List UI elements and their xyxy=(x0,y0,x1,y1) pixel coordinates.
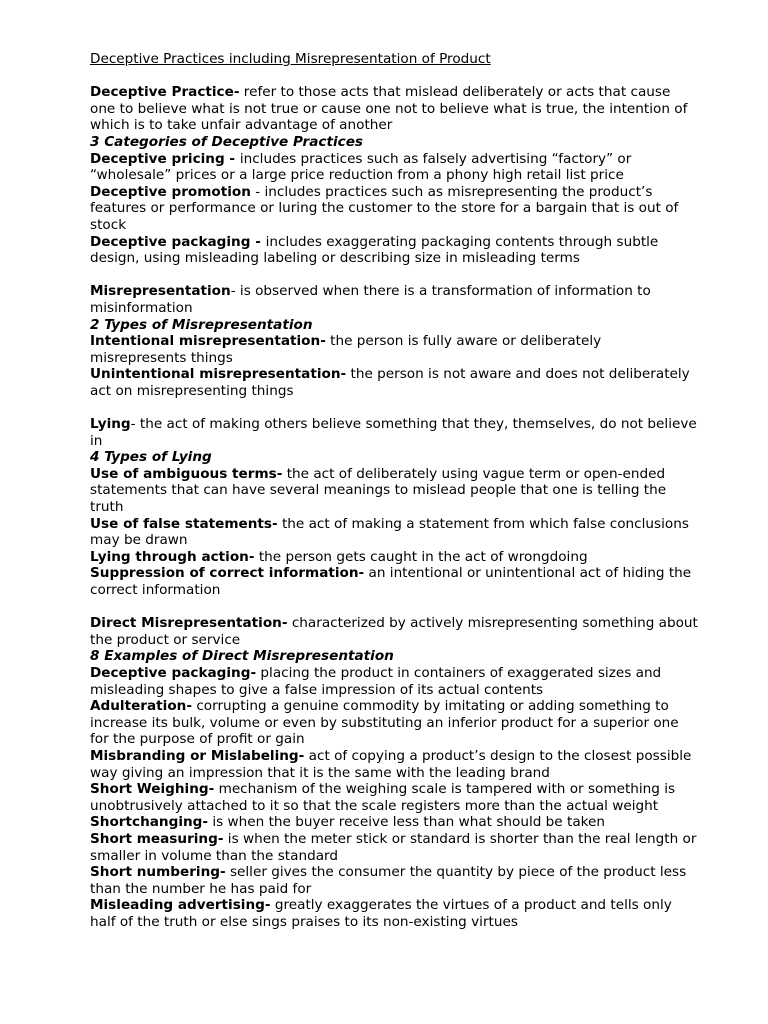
item-term: Intentional misrepresentation- xyxy=(90,333,326,350)
item-text: seller gives the consumer the quantity by piece of the product less than the number he has paid for xyxy=(90,864,687,897)
item-text: the person gets caught in the act of wrongdoing xyxy=(254,548,588,565)
list-item xyxy=(90,151,698,184)
document-title: Deceptive Practices including Misrepresentation of Product xyxy=(90,51,491,67)
list-item xyxy=(90,366,698,399)
item-term: Short Weighing- xyxy=(90,781,215,798)
list-item xyxy=(90,897,698,930)
document-body xyxy=(90,84,698,930)
list-item xyxy=(90,748,698,781)
list-item xyxy=(90,516,698,549)
list-item xyxy=(90,565,698,598)
item-term: Shortchanging- xyxy=(90,814,209,831)
section xyxy=(90,615,698,930)
section xyxy=(90,416,698,599)
definition-term: Misrepresentation xyxy=(90,283,231,300)
item-text: mechanism of the weighing scale is tampered with or something is unobtrusively attached to it so that the scale registers more than the actual weight xyxy=(90,781,676,814)
list-item xyxy=(90,831,698,864)
definition-text: - is observed when there is a transformation of information to misinformation xyxy=(90,283,651,316)
definition-text: refer to those acts that mislead deliberately or acts that cause one to believe what is not true or cause one not to believe what is true, the intention of which is to take unfair advantage of another xyxy=(90,84,688,134)
definition-term: Direct Misrepresentation- xyxy=(90,615,288,632)
item-text: act of copying a product’s design to the closest possible way giving an impression that it is the same with the leading brand xyxy=(90,747,692,781)
item-term: Deceptive packaging- xyxy=(90,664,257,681)
definition-paragraph xyxy=(90,416,698,449)
item-text: greatly exaggerates the virtues of a product and tells only half of the truth or else sings praises to its non-existing virtues xyxy=(90,897,672,930)
item-term: Short measuring- xyxy=(90,830,224,847)
list-item xyxy=(90,781,698,814)
item-text: includes practices such as falsely advertising “factory” or “wholesale” prices or a large price reduction from a phony high retail list price xyxy=(90,150,632,184)
list-item xyxy=(90,333,698,366)
item-text: corrupting a genuine commodity by imitating or adding something to increase its bulk, volume or even by substituting an inferior product for a superior one for the purpose of profit or gain xyxy=(90,698,679,748)
section xyxy=(90,84,698,267)
item-term: Use of ambiguous terms- xyxy=(90,465,283,482)
item-text: - includes practices such as misrepresenting the product’s features or performance or luring the customer to the store for a bargain that is out of stock xyxy=(90,183,679,233)
item-text: an intentional or unintentional act of hiding the correct information xyxy=(90,565,692,598)
item-text: is when the buyer receive less than what should be taken xyxy=(208,814,606,831)
definition-text: characterized by actively misrepresenting something about the product or service xyxy=(90,615,698,648)
item-term: Suppression of correct information- xyxy=(90,565,365,582)
definition-term: Deceptive Practice- xyxy=(90,84,240,101)
section-spacer xyxy=(90,399,698,416)
list-item xyxy=(90,698,698,748)
list-item xyxy=(90,864,698,897)
section-heading: 2 Types of Misrepresentation xyxy=(90,316,313,333)
list-item xyxy=(90,814,698,831)
definition-paragraph xyxy=(90,84,698,134)
item-term: Misleading advertising- xyxy=(90,897,271,914)
item-term: Adulteration- xyxy=(90,698,192,715)
item-text: the act of deliberately using vague term or open-ended statements that can have several meanings to mislead people that one is telling the truth xyxy=(90,465,667,516)
section-heading: 3 Categories of Deceptive Practices xyxy=(90,133,364,150)
item-term: Deceptive packaging - xyxy=(90,233,266,250)
item-term: Misbranding or Mislabeling- xyxy=(90,747,305,764)
item-term: Use of false statements- xyxy=(90,515,278,532)
section-spacer xyxy=(90,599,698,616)
section xyxy=(90,283,698,399)
definition-paragraph xyxy=(90,283,698,316)
definition-term: Lying xyxy=(90,416,131,433)
item-text: the person is not aware and does not deliberately act on misrepresenting things xyxy=(90,366,690,399)
list-item xyxy=(90,549,698,566)
item-term: Short numbering- xyxy=(90,864,226,881)
list-item xyxy=(90,234,698,267)
list-item xyxy=(90,466,698,516)
list-item xyxy=(90,665,698,698)
definition-paragraph xyxy=(90,615,698,648)
item-term: Deceptive pricing - xyxy=(90,150,240,167)
item-term: Deceptive promotion xyxy=(90,183,251,200)
section-heading: 4 Types of Lying xyxy=(90,449,212,466)
item-text: the act of making a statement from which false conclusions may be drawn xyxy=(90,515,689,549)
list-item xyxy=(90,184,698,234)
item-term: Unintentional misrepresentation- xyxy=(90,366,347,383)
item-text: includes exaggerating packaging contents through subtle design, using misleading labeling or describing size in misleading terms xyxy=(90,233,659,267)
item-text: the person is fully aware or deliberately misrepresents things xyxy=(90,333,602,366)
section-heading: 8 Examples of Direct Misrepresentation xyxy=(90,648,394,665)
item-term: Lying through action- xyxy=(90,548,255,565)
item-text: placing the product in containers of exaggerated sizes and misleading shapes to give a false impression of its actual contents xyxy=(90,664,662,698)
definition-text: - the act of making others believe something that they, themselves, do not believe in xyxy=(90,416,697,449)
section-spacer xyxy=(90,267,698,284)
item-text: is when the meter stick or standard is shorter than the real length or smaller in volume than the standard xyxy=(90,830,697,864)
